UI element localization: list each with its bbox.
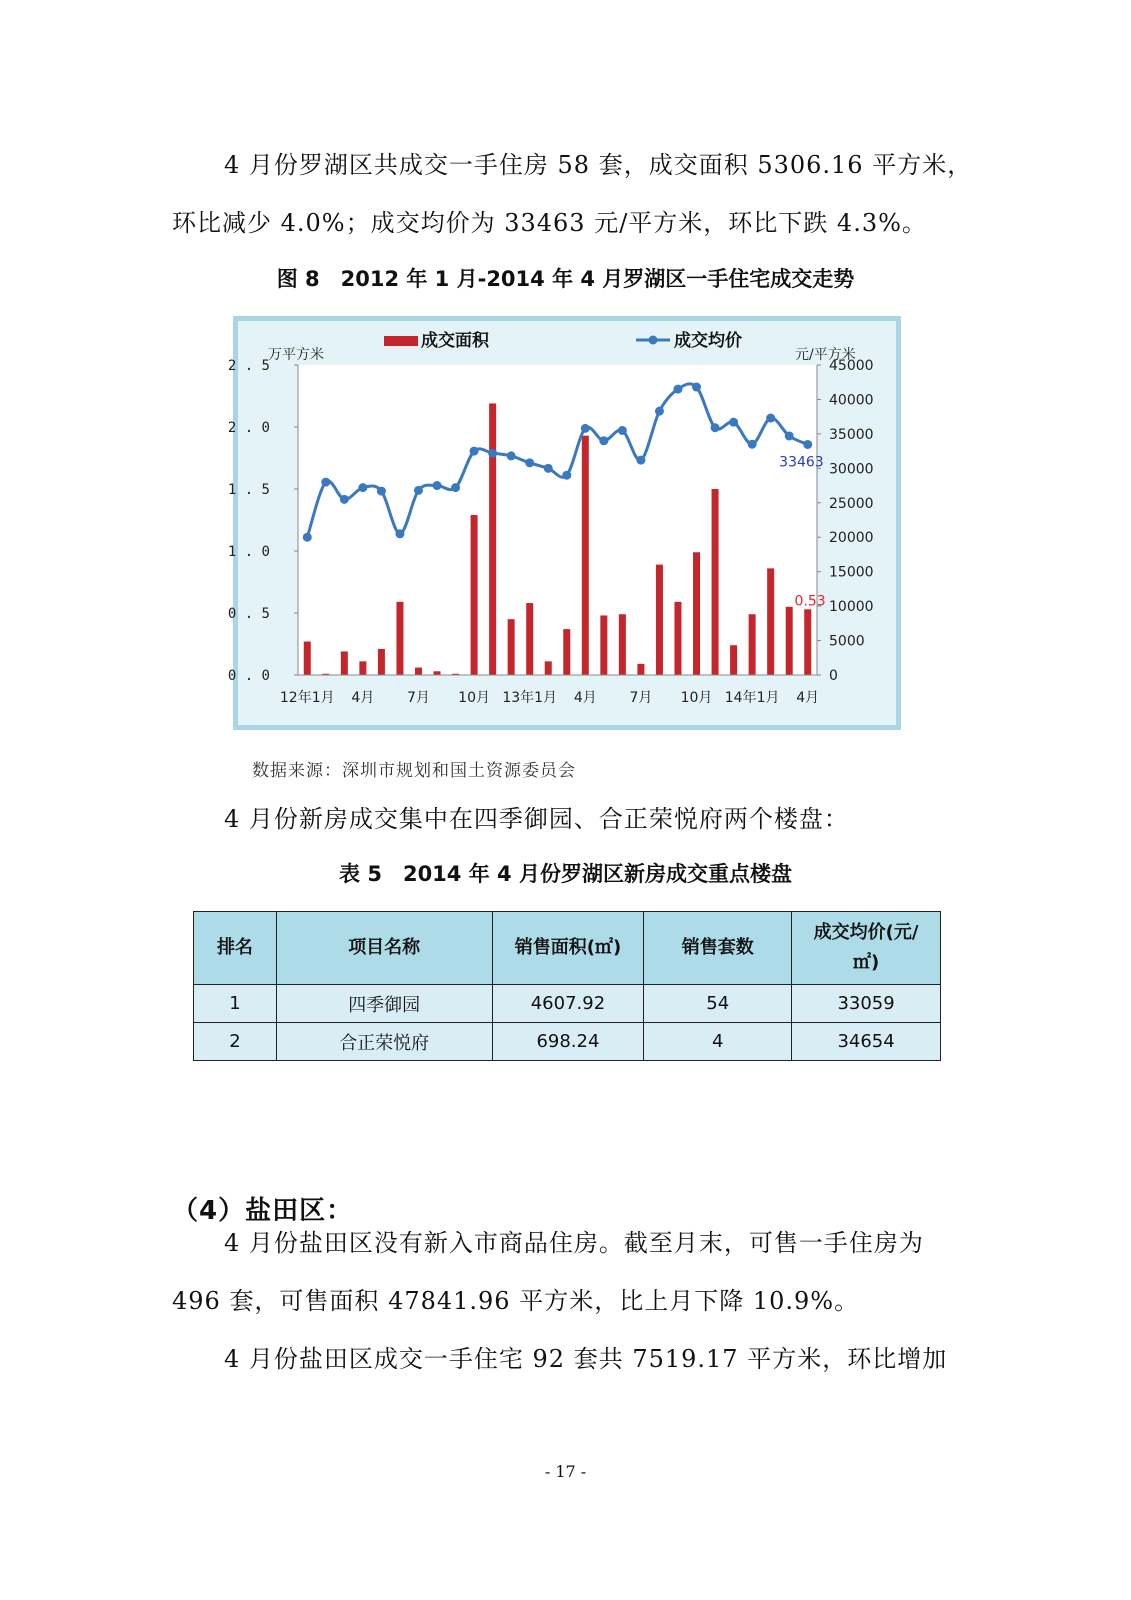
x-tick-label: 7月	[407, 690, 430, 706]
chart-svg	[227, 321, 896, 725]
bar-area-15	[582, 436, 589, 675]
price-point-18	[636, 456, 645, 465]
y-right-axis-title: 元/平方米	[795, 347, 856, 363]
y-right-tick-label: 45000	[829, 358, 874, 374]
y-right-tick-label: 20000	[829, 530, 874, 547]
y-left-tick-label: 1 . 0	[227, 544, 270, 560]
bar-area-24	[749, 614, 756, 675]
y-right-tick-label: 0	[829, 668, 838, 684]
cell-sales-area: 698.24	[492, 1023, 644, 1061]
x-tick-label: 4月	[573, 690, 597, 706]
paragraph-yantian-supply-line1: 4 月份盐田区没有新入市商品住房。截至月末，可售一手住房为	[224, 1229, 924, 1257]
table-caption: 表 5 2014 年 4 月份罗湖区新房成交重点楼盘	[339, 862, 792, 886]
x-tick-label: 7月	[629, 690, 653, 706]
bar-area-22	[712, 489, 719, 675]
y-left-tick-label: 2 . 5	[227, 358, 270, 374]
cell-sales-area: 4607.92	[492, 985, 644, 1023]
price-point-21	[692, 383, 701, 392]
section-heading-yantian: （4）盐田区：	[172, 1196, 354, 1226]
bar-area-0	[304, 642, 311, 675]
bar-area-6	[415, 668, 422, 675]
paragraph-yantian-supply-line2: 496 套，可售面积 47841.96 平方米，比上月下降 10.9%。	[172, 1287, 860, 1315]
y-left-tick-label: 0 . 5	[227, 606, 270, 622]
chart-frame	[227, 316, 901, 730]
legend-bar-label: 成交面积	[421, 331, 489, 351]
cell-sales-units: 54	[644, 985, 792, 1023]
price-point-26	[785, 431, 794, 440]
price-point-6	[414, 486, 423, 495]
y-right-tick-label: 5000	[829, 633, 865, 650]
bar-area-9	[471, 515, 478, 675]
y-left-axis-title: 万平方米	[268, 347, 324, 363]
price-point-8	[451, 483, 460, 492]
bar-area-25	[767, 568, 774, 675]
bar-area-14	[563, 629, 570, 675]
bar-area-20	[674, 602, 681, 675]
bar-area-4	[378, 649, 385, 675]
y-left-tick-label: 0 . 0	[227, 668, 270, 684]
bar-area-26	[786, 607, 793, 675]
paragraph-yantian-deals-line1: 4 月份盐田区成交一手住宅 92 套共 7519.17 平方米，环比增加	[224, 1345, 948, 1373]
price-point-23	[729, 418, 738, 427]
price-point-3	[358, 483, 367, 492]
header-avg-price	[792, 912, 941, 985]
bar-area-2	[341, 651, 348, 675]
price-point-17	[618, 426, 627, 435]
cell-avg-price: 33059	[792, 985, 941, 1023]
price-point-13	[544, 464, 553, 473]
bar-area-10	[489, 403, 496, 675]
price-point-14	[562, 471, 571, 480]
price-point-12	[525, 458, 534, 467]
paragraph-new-homes: 4 月份新房成交集中在四季御园、合正荣悦府两个楼盘：	[224, 805, 849, 833]
bar-area-16	[600, 615, 607, 675]
table-row	[194, 985, 941, 1023]
y-left-tick-label: 2 . 0	[227, 420, 270, 436]
price-point-16	[599, 436, 608, 445]
header-rank: 排名	[194, 912, 277, 985]
price-point-9	[470, 447, 479, 456]
table-row	[194, 1023, 941, 1061]
legend-line-marker	[649, 336, 658, 345]
x-tick-label: 12年1月	[279, 690, 335, 706]
y-right-tick-label: 40000	[829, 392, 874, 409]
figure-caption: 图 8 2012 年 1 月-2014 年 4 月罗湖区一手住宅成交走势	[276, 267, 855, 291]
y-right-tick-label: 15000	[829, 564, 874, 581]
price-point-7	[433, 481, 442, 490]
paragraph-luohu-line1: 4 月份罗湖区共成交一手住房 58 套，成交面积 5306.16 平方米，	[224, 151, 973, 179]
price-point-0	[303, 533, 312, 542]
price-point-24	[748, 440, 757, 449]
bar-area-27	[804, 609, 811, 675]
bar-area-18	[637, 664, 644, 675]
price-point-2	[340, 495, 349, 504]
price-point-25	[766, 414, 775, 423]
header-sales-units: 销售套数	[644, 912, 792, 985]
x-tick-label: 10月	[458, 690, 491, 706]
header-sales-area: 销售面积(㎡)	[492, 912, 644, 985]
y-left-tick-label: 1 . 5	[227, 482, 270, 498]
bar-area-11	[508, 619, 515, 675]
bar-area-12	[526, 603, 533, 675]
bar-area-13	[545, 661, 552, 675]
bar-area-23	[730, 645, 737, 675]
bar-area-5	[396, 602, 403, 675]
x-tick-label: 14年1月	[724, 690, 780, 706]
bar-area-17	[619, 614, 626, 675]
price-point-20	[673, 385, 682, 394]
y-right-tick-label: 30000	[829, 461, 874, 478]
price-point-19	[655, 407, 664, 416]
header-project-name: 项目名称	[276, 912, 492, 985]
x-tick-label: 10月	[680, 690, 713, 706]
x-tick-label: 4月	[796, 690, 820, 706]
price-point-27	[803, 440, 812, 449]
legend-bar-swatch	[384, 336, 418, 346]
bar-area-7	[434, 671, 441, 675]
x-tick-label: 13年1月	[502, 690, 558, 706]
table-header-row	[194, 912, 941, 985]
price-point-22	[711, 423, 720, 432]
y-right-tick-label: 25000	[829, 495, 874, 512]
key-projects-table	[193, 911, 941, 1061]
last-bar-value-label: 0.53	[794, 593, 826, 610]
cell-avg-price: 34654	[792, 1023, 941, 1061]
price-point-10	[488, 449, 497, 458]
cell-project-name: 四季御园	[276, 985, 492, 1023]
price-point-5	[395, 529, 404, 538]
cell-project-name: 合正荣悦府	[276, 1023, 492, 1061]
bar-area-19	[656, 565, 663, 675]
header-avg-price-line1: 成交均价(元/	[813, 922, 919, 943]
data-source-note: 数据来源：深圳市规划和国土资源委员会	[252, 761, 576, 781]
price-point-11	[507, 451, 516, 460]
y-right-tick-label: 10000	[829, 599, 874, 616]
header-avg-price-line2: ㎡)	[852, 952, 880, 973]
y-right-tick-label: 35000	[829, 426, 874, 443]
paragraph-luohu-line2: 环比减少 4.0%；成交均价为 33463 元/平方米，环比下跌 4.3%。	[172, 209, 927, 237]
cell-rank: 1	[194, 985, 277, 1023]
x-tick-label: 4月	[351, 690, 375, 706]
bar-area-3	[359, 661, 366, 675]
page-number: - 17 -	[544, 1462, 587, 1481]
price-point-4	[377, 487, 386, 496]
bar-area-21	[693, 552, 700, 675]
legend-line-label: 成交均价	[674, 331, 742, 351]
last-price-value-label: 33463	[779, 454, 824, 471]
price-point-15	[581, 424, 590, 433]
cell-rank: 2	[194, 1023, 277, 1061]
plot-area	[298, 365, 817, 675]
cell-sales-units: 4	[644, 1023, 792, 1061]
price-point-1	[321, 478, 330, 487]
